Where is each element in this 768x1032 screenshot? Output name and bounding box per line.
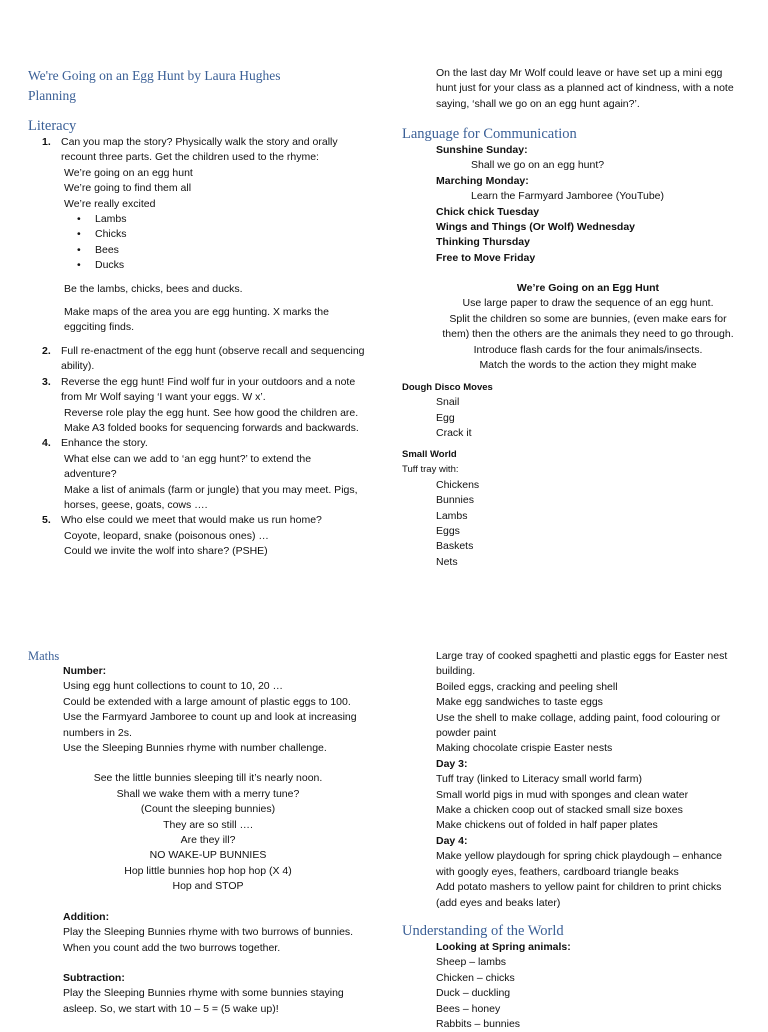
activity-line: building. — [436, 665, 476, 678]
sleeping-bunnies-rhyme — [63, 771, 353, 894]
list-item: • Ducks — [77, 259, 125, 272]
activities-section — [436, 649, 756, 911]
rhyme-line: (Count the sleeping bunnies) — [140, 803, 276, 816]
item-line: from Mr Wolf saying ‘I want your eggs. W x’. — [61, 391, 266, 404]
be-animals-text: Be the lambs, chicks, bees and ducks. — [64, 282, 243, 295]
list-item: Nets — [436, 555, 458, 568]
rhyme-line: See the little bunnies sleeping till it’s nearly noon. — [93, 772, 323, 785]
maths-line: Use the Sleeping Bunnies rhyme with number challenge. — [63, 742, 327, 755]
item-line: Enhance the story. — [61, 437, 148, 450]
egg-hunt-line: Match the words to the action they might make — [479, 359, 697, 372]
rhyme-line: Shall we wake them with a merry tune? — [116, 787, 300, 800]
day-label: Marching Monday: — [436, 174, 529, 187]
list-item: Baskets — [436, 540, 474, 553]
day3-label: Day 3: — [436, 757, 468, 770]
small-world-block — [402, 447, 742, 570]
item-line: What else can we add to ‘an egg hunt?’ to extend the — [64, 452, 312, 465]
world-heading: Understanding of the World — [402, 923, 564, 939]
list-item: • Lambs — [77, 213, 127, 226]
dough-move: Snail — [436, 396, 460, 409]
item-line: Reverse role play the egg hunt. See how good the children are. — [64, 406, 359, 419]
literacy-item-5: 5. Who else could we meet that would make us run home? Coyote, leopard, snake (poisonous ones) … Could we invite the wolf into share? (PSHE) — [28, 513, 378, 559]
activity-line: with googly eyes, feathers, cardboard triangle beaks — [436, 865, 679, 878]
maths-heading: Maths — [28, 649, 60, 663]
day-label: Chick chick Tuesday — [436, 205, 540, 218]
literacy-item-1-line: Can you map the story? Physically walk the story and orally — [61, 136, 338, 148]
egg-hunt-block — [408, 281, 768, 373]
day-label: Sunshine Sunday: — [436, 144, 528, 156]
rhyme-line: NO WAKE-UP BUNNIES — [149, 849, 267, 862]
list-item: Chickens — [436, 478, 480, 491]
maps-line: eggciting finds. — [64, 321, 135, 334]
list-item: Duck – duckling — [436, 987, 511, 1000]
activity-line: Make a chicken coop out of stacked small size boxes — [436, 804, 683, 817]
literacy-item-3: 3. Reverse the egg hunt! Find wolf fur in your outdoors and a note from Mr Wolf saying ‘I want your eggs. W x’. Reverse role play the egg hunt. See how good the children are. Make A3 folded books for sequencing forwards and backwards. — [28, 375, 378, 437]
paragraph-line: On the last day Mr Wolf could leave or have set up a mini egg — [436, 67, 723, 79]
dough-disco-block — [402, 380, 742, 442]
rhyme-line: Hop little bunnies hop hop hop (X 4) — [124, 864, 292, 877]
paragraph-line: saying, ‘shall we go on an egg hunt again?’. — [436, 97, 640, 110]
list-item: Sheep – lambs — [436, 956, 507, 969]
list-item: Bees – honey — [436, 1002, 501, 1015]
activity-line: powder paint — [436, 727, 497, 740]
activity-line: Make yellow playdough for spring chick playdough – enhance — [436, 850, 723, 863]
day-label: Free to Move Friday — [436, 251, 536, 264]
activity-line: Large tray of cooked spaghetti and plastic eggs for Easter nest — [436, 650, 728, 662]
item-line: Could we invite the wolf into share? (PSHE) — [64, 545, 268, 558]
maths-line: Using egg hunt collections to count to 10, 20 … — [63, 680, 284, 693]
activity-line: Making chocolate crispie Easter nests — [436, 742, 613, 755]
literacy-section — [28, 135, 378, 560]
rhyme-line: They are so still …. — [163, 818, 253, 831]
list-item: • Chicks — [77, 228, 127, 241]
literacy-heading: Literacy — [28, 118, 77, 134]
list-item: Chicken – chicks — [436, 971, 515, 984]
maths-line: Could be extended with a large amount of plastic eggs to 100. — [63, 695, 351, 708]
item-line: adventure? — [64, 468, 117, 481]
item-line: Make a list of animals (farm or jungle) that you may meet. Pigs, — [64, 483, 358, 496]
activity-line: Make egg sandwiches to taste eggs — [436, 696, 603, 709]
literacy-item-1-line: recount three parts. Get the children used to the rhyme: — [61, 151, 319, 164]
title-line-2: Planning — [28, 88, 77, 103]
dough-move: Egg — [436, 411, 455, 424]
list-item: Eggs — [436, 525, 460, 538]
dough-disco-title: Dough Disco Moves — [402, 382, 493, 393]
maths-line: When you count add the two burrows together. — [63, 941, 281, 954]
maths-line: asleep. So, we start with 10 – 5 = (5 wake up)! — [63, 1002, 279, 1015]
title-line-1: We're Going on an Egg Hunt by Laura Hughes — [28, 68, 281, 83]
world-section — [436, 940, 756, 1032]
list-item: Lambs — [436, 509, 468, 522]
item-line: Make A3 folded books for sequencing forwards and backwards. — [64, 421, 359, 434]
activity-line: Small world pigs in mud with sponges and clean water — [436, 788, 689, 801]
item-line: Who else could we meet that would make us run home? — [61, 514, 322, 527]
maths-section — [63, 664, 383, 1017]
language-heading: Language for Communication — [402, 126, 577, 142]
egg-hunt-title: We’re Going on an Egg Hunt — [516, 282, 660, 294]
activity-line: (add eyes and beaks later) — [436, 896, 561, 909]
rhyme-line: We’re going on an egg hunt — [64, 166, 193, 179]
document-title — [28, 66, 388, 106]
egg-hunt-line: them) then the others are the animals they need to go through. — [442, 328, 734, 341]
day-label: Thinking Thursday — [436, 236, 530, 249]
day-label: Wings and Things (Or Wolf) Wednesday — [436, 221, 636, 234]
activity-line: Make chickens out of folded in half paper plates — [436, 819, 658, 832]
addition-label: Addition: — [63, 910, 110, 923]
literacy-item-2: 2. Full re-enactment of the egg hunt (observe recall and sequencing ability). — [28, 344, 378, 375]
rhyme-line: Are they ill? — [180, 834, 236, 847]
list-item: Bunnies — [436, 494, 474, 507]
small-world-title: Small World — [402, 449, 457, 460]
item-line: Coyote, leopard, snake (poisonous ones) … — [64, 529, 269, 542]
subtraction-label: Subtraction: — [63, 971, 125, 984]
activity-line: Add potato mashers to yellow paint for children to print chicks — [436, 881, 722, 894]
rhyme-line: Hop and STOP — [172, 880, 244, 893]
maths-line: Play the Sleeping Bunnies rhyme with two burrows of bunnies. — [63, 926, 354, 939]
spring-animals-label: Looking at Spring animals: — [436, 941, 571, 953]
animal-list — [61, 212, 378, 274]
egg-hunt-line: Split the children so some are bunnies, (even make ears for — [449, 312, 727, 325]
egg-hunt-line: Use large paper to draw the sequence of an egg hunt. — [462, 297, 714, 310]
activity-line: Boiled eggs, cracking and peeling shell — [436, 680, 618, 693]
item-line: Reverse the egg hunt! Find wolf fur in your outdoors and a note — [61, 375, 356, 388]
rhyme-line: We’re going to find them all — [64, 182, 192, 195]
dough-move: Crack it — [436, 427, 472, 440]
list-item: • Bees — [77, 243, 119, 256]
literacy-item-1: 1. Can you map the story? Physically walk the story and orally recount three parts. Get the children used to the rhyme: We’re going on an egg hunt We’re going to find them all We’re really excited • Lambs • Chicks • Bees • Ducks Be the lambs, chicks, bees and ducks. Make maps of the area you are egg hunting. X marks the eggciting finds. — [28, 135, 378, 336]
day-detail: Shall we go on an egg hunt? — [471, 159, 605, 172]
mini-hunt-paragraph — [436, 66, 756, 112]
day-detail: Learn the Farmyard Jamboree (YouTube) — [471, 190, 664, 203]
list-item: Rabbits – bunnies — [436, 1018, 521, 1031]
item-line: horses, geese, goats, cows …. — [64, 498, 208, 511]
day4-label: Day 4: — [436, 834, 468, 847]
rhyme-line: We’re really excited — [64, 197, 156, 210]
item-line: ability). — [61, 360, 95, 373]
tuff-tray-label: Tuff tray with: — [402, 464, 459, 476]
days-list — [436, 143, 756, 266]
number-label: Number: — [63, 665, 107, 677]
activity-line: Tuff tray (linked to Literacy small world farm) — [436, 773, 642, 786]
maths-line: numbers in 2s. — [63, 726, 132, 739]
paragraph-line: hunt just for your class as a planned act of kindness, with a note — [436, 82, 734, 95]
maths-line: Play the Sleeping Bunnies rhyme with some bunnies staying — [63, 987, 344, 1000]
maps-line: Make maps of the area you are egg hunting. X marks the — [64, 306, 329, 319]
activity-line: Use the shell to make collage, adding paint, food colouring or — [436, 711, 721, 724]
egg-hunt-line: Introduce flash cards for the four animals/insects. — [473, 343, 703, 356]
maths-line: Use the Farmyard Jamboree to count up and look at increasing — [63, 711, 357, 724]
literacy-item-4: 4. Enhance the story. What else can we add to ‘an egg hunt?’ to extend the adventure? Make a list of animals (farm or jungle) that you may meet. Pigs, horses, geese, goats, cows …. — [28, 436, 378, 513]
item-line: Full re-enactment of the egg hunt (observe recall and sequencing — [61, 344, 365, 357]
